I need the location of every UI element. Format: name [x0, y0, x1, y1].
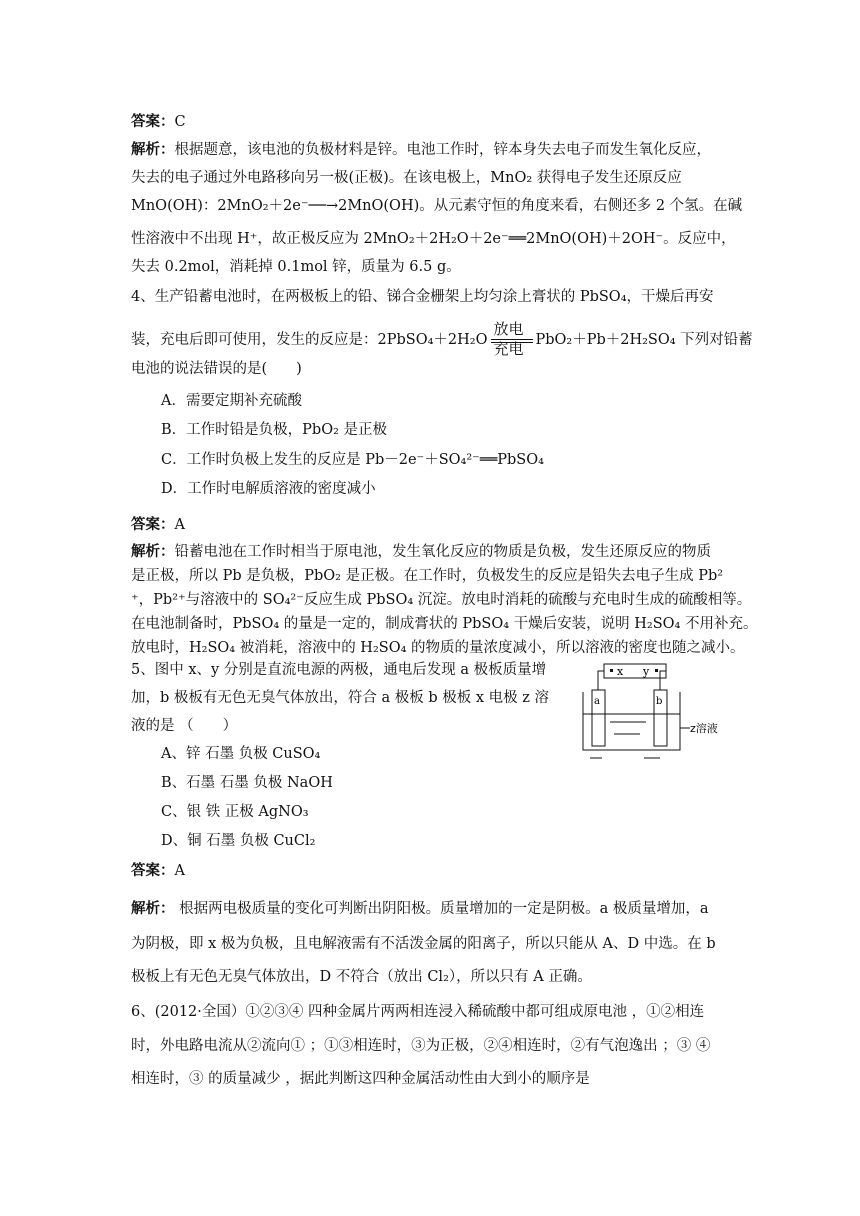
q5-stem-line-1: 5、图中 x、y 分别是直流电源的两极，通电后发现 a 极板质量增	[131, 662, 547, 678]
q6-stem-line-2: 时，外电路电流从②流向① ；①③相连时，③为正极，②④相连时，②有气泡逸出 ；③ ④	[131, 1038, 711, 1054]
q4-analysis-line-1: 解析：铅蓄电池在工作时相当于原电池，发生氧化反应的物质是负极，发生还原反应的物质	[131, 543, 711, 560]
q6-stem-line-1: 6、(2012·全国）①②③④ 四种金属片两两相连浸入稀硫酸中都可组成原电池 ，①②相连	[131, 1004, 705, 1020]
q5-analysis-line-1: 解析： 根据两电极质量的变化可判断出阴阳极。质量增加的一定是阴极。a 极质量增加，a	[131, 900, 709, 917]
q5-option-c: C、银 铁 正极 AgNO₃	[161, 804, 309, 820]
q4-analysis-line-2: 是正极，所以 Pb 是负极，PbO₂ 是正极。在工作时，负极发生的反应是铅失去电子生成 Pb²	[131, 568, 724, 584]
q6-stem-line-3: 相连时，③ 的质量减少 ，据此判断这四种金属活动性由大到小的顺序是	[131, 1071, 590, 1087]
q5-analysis-line-3: 极板上有无色无臭气体放出，D 不符合（放出 Cl₂），所以只有 A 正确。	[131, 969, 592, 985]
label-z-solution: z溶液	[690, 722, 718, 735]
q3-analysis-line-2: 失去的电子通过外电路移向另一极(正极)。在该电极上，MnO₂ 获得电子发生还原反应	[131, 170, 682, 186]
q5-option-a: A、锌 石墨 负极 CuSO₄	[161, 746, 321, 762]
q4-option-a: A．需要定期补充硫酸	[161, 393, 302, 409]
q3-answer: 答案：C	[131, 113, 186, 130]
label-y: y	[643, 665, 650, 678]
q4-option-c: C．工作时负极上发生的反应是 Pb－2e⁻＋SO₄²⁻══PbSO₄	[161, 452, 544, 468]
q3-analysis-line-4: 性溶液中不出现 H⁺，故正极反应为 2MnO₂＋2H₂O＋2e⁻══2MnO(OH)＋2OH⁻。反应中，	[131, 231, 736, 247]
q5-stem-line-3: 液的是 （ ）	[131, 718, 238, 734]
q5-stem-line-2: 加，b 极板有无色无臭气体放出，符合 a 极板 b 极板 x 电极 z 溶	[131, 690, 550, 706]
q5-option-d: D、铜 石墨 负极 CuCl₂	[161, 833, 316, 849]
q5-answer: 答案：A	[131, 862, 185, 879]
q5-analysis-line-2: 为阴极，即 x 极为负极，且电解液需有不活泼金属的阳离子，所以只能从 A、D 中选。在 b	[131, 936, 716, 952]
label-b: b	[656, 696, 663, 707]
q4-stem-line-3: 电池的说法错误的是( )	[131, 361, 302, 377]
label-a: a	[594, 696, 600, 707]
q4-option-b: B．工作时铅是负极，PbO₂ 是正极	[161, 422, 388, 438]
q4-stem-line-1: 4、生产铅蓄电池时，在两极板上的铅、锑合金栅架上均匀涂上膏状的 PbSO₄，干燥后再安	[131, 289, 714, 305]
q4-analysis-line-3: ⁺，Pb²⁺与溶液中的 SO₄²⁻反应生成 PbSO₄ 沉淀。放电时消耗的硫酸与充电时生成的硫酸相等。	[131, 592, 752, 608]
q4-stem-line-2: 装，充电后即可使用，发生的反应是：2PbSO₄＋2H₂O 放电 充电 PbO₂＋Pb＋2H₂SO₄ 下列对铅蓄	[131, 320, 753, 358]
q3-analysis-line-3: MnO(OH)：2MnO₂＋2e⁻──→2MnO(OH)。从元素守恒的角度来看，右侧还多 2 个氢。在碱	[131, 198, 743, 214]
q5-option-b: B、石墨 石墨 负极 NaOH	[161, 775, 333, 791]
q4-analysis-line-4: 在电池制备时，PbSO₄ 的量是一定的，制成膏状的 PbSO₄ 干燥后安装，说明 H₂SO₄ 不用补充。	[131, 616, 758, 632]
q4-answer: 答案：A	[131, 516, 185, 533]
q3-analysis-line-5: 失去 0.2mol，消耗掉 0.1mol 锌，质量为 6.5 g。	[131, 259, 461, 275]
reversible-reaction-arrow: 放电 充电	[487, 326, 535, 354]
q4-analysis-line-5: 放电时，H₂SO₄ 被消耗，溶液中的 H₂SO₄ 的物质的量浓度减小，所以溶液的密度也随之减小。	[131, 640, 745, 656]
q4-option-d: D．工作时电解质溶液的密度减小	[161, 481, 376, 497]
electrolysis-cell-diagram	[580, 662, 735, 762]
label-x: x	[617, 665, 624, 678]
q3-analysis-line-1: 解析：根据题意，该电池的负极材料是锌。电池工作时，锌本身失去电子而发生氧化反应，	[131, 141, 711, 158]
